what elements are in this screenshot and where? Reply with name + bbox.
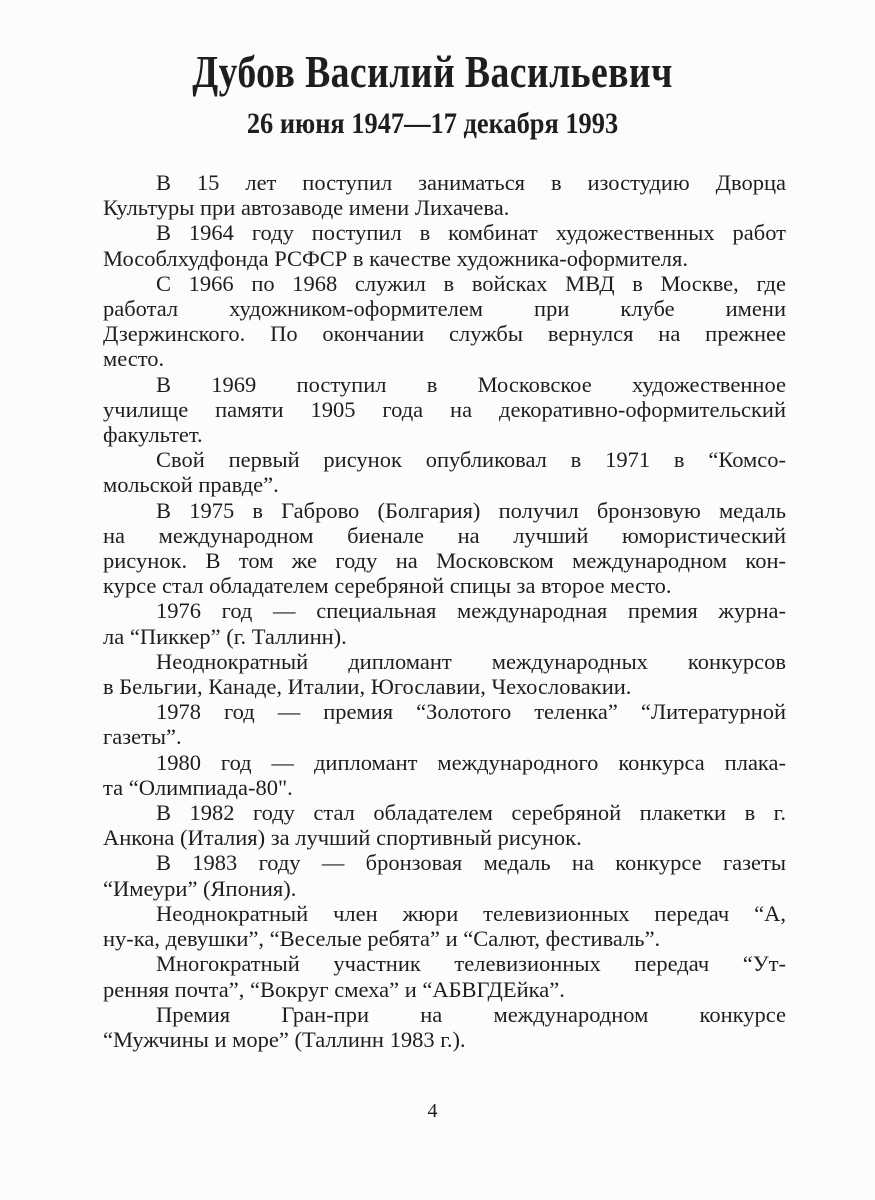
text-line: факультет.	[103, 422, 203, 448]
text-line: В 1982 году стал обладателем серебряной плакетки в г.	[156, 800, 786, 826]
text-line: Дзержинского. По окончании службы вернулся на прежнее	[103, 321, 786, 347]
text-line: С 1966 по 1968 служил в войсках МВД в Москве, где	[156, 270, 786, 296]
paragraph	[103, 699, 786, 749]
paragraph	[103, 901, 786, 951]
paragraph	[103, 220, 786, 270]
text-line: 1978 год — премия “Золотого теленка” “Литературной	[156, 699, 786, 725]
text-line: в Бельгии, Канаде, Италии, Югославии, Чехословакии.	[103, 674, 632, 700]
paragraph	[103, 447, 786, 497]
text-line: работал художником-оформителем при клубе имени	[103, 296, 786, 322]
life-dates: 26 июня 1947—17 декабря 1993	[246, 107, 619, 140]
text-line: место.	[103, 346, 165, 372]
text-line: В 1975 в Габрово (Болгария) получил бронзовую медаль	[156, 497, 786, 523]
text-line: рисунок. В том же году на Московском международном кон-	[103, 548, 786, 574]
page-title: Дубов Василий Васильевич	[192, 46, 673, 97]
text-line: ну-ка, девушки”, “Веселые ребята” и “Салют, фестиваль”.	[103, 926, 661, 952]
paragraph	[103, 750, 786, 800]
text-line: мольской правде”.	[103, 472, 279, 498]
text-line: Неоднократный дипломант международных конкурсов	[156, 648, 786, 674]
text-line: “Мужчины и море” (Таллинн 1983 г.).	[103, 1026, 466, 1052]
text-line: В 1969 поступил в Московское художественное	[156, 371, 786, 397]
paragraph	[103, 170, 786, 220]
text-line: 1976 год — специальная международная премия журна-	[156, 598, 786, 624]
text-line: 1980 год — дипломант международного конкурса плака-	[156, 749, 786, 775]
text-line: ла “Пиккер” (г. Таллинн).	[103, 623, 347, 649]
text-line: училище памяти 1905 года на декоративно-оформительский	[103, 396, 786, 422]
text-line: “Имеури” (Япония).	[103, 875, 297, 901]
paragraph	[103, 372, 786, 448]
paragraph	[103, 800, 786, 850]
paragraph	[103, 1002, 786, 1052]
text-line: В 1964 году поступил в комбинат художественных работ	[156, 220, 786, 246]
paragraph	[103, 498, 786, 599]
text-line: на международном биенале на лучший юмористический	[103, 522, 786, 548]
paragraph	[103, 850, 786, 900]
page-number: 4	[427, 1100, 438, 1122]
text-line: Премия Гран-при на международном конкурсе	[156, 1001, 786, 1027]
text-line: газеты”.	[103, 724, 182, 750]
text-line: та “Олимпиада-80".	[103, 774, 293, 800]
text-line: Мособлхудфонда РСФСР в качестве художника-оформителя.	[103, 245, 688, 271]
text-line: Культуры при автозаводе имени Лихачева.	[103, 195, 510, 221]
paragraph	[103, 951, 786, 1001]
text-line: курсе стал обладателем серебряной спицы за второе место.	[103, 573, 672, 599]
paragraph	[103, 598, 786, 648]
text-line: В 1983 году — бронзовая медаль на конкурсе газеты	[156, 850, 786, 876]
text-line: Неоднократный член жюри телевизионных передач “А,	[156, 900, 786, 926]
text-line: ренняя почта”, “Вокруг смеха” и “АБВГДЕйка”.	[103, 976, 565, 1002]
paragraph	[103, 649, 786, 699]
text-line: В 15 лет поступил заниматься в изостудию Дворца	[156, 170, 786, 195]
text-line: Анкона (Италия) за лучший спортивный рисунок.	[103, 825, 582, 851]
text-line: Свой первый рисунок опубликовал в 1971 в “Комсо-	[156, 447, 786, 473]
text-line: Многократный участник телевизионных передач “Ут-	[156, 951, 786, 977]
paragraph	[103, 271, 786, 372]
biography-text	[103, 170, 786, 1052]
